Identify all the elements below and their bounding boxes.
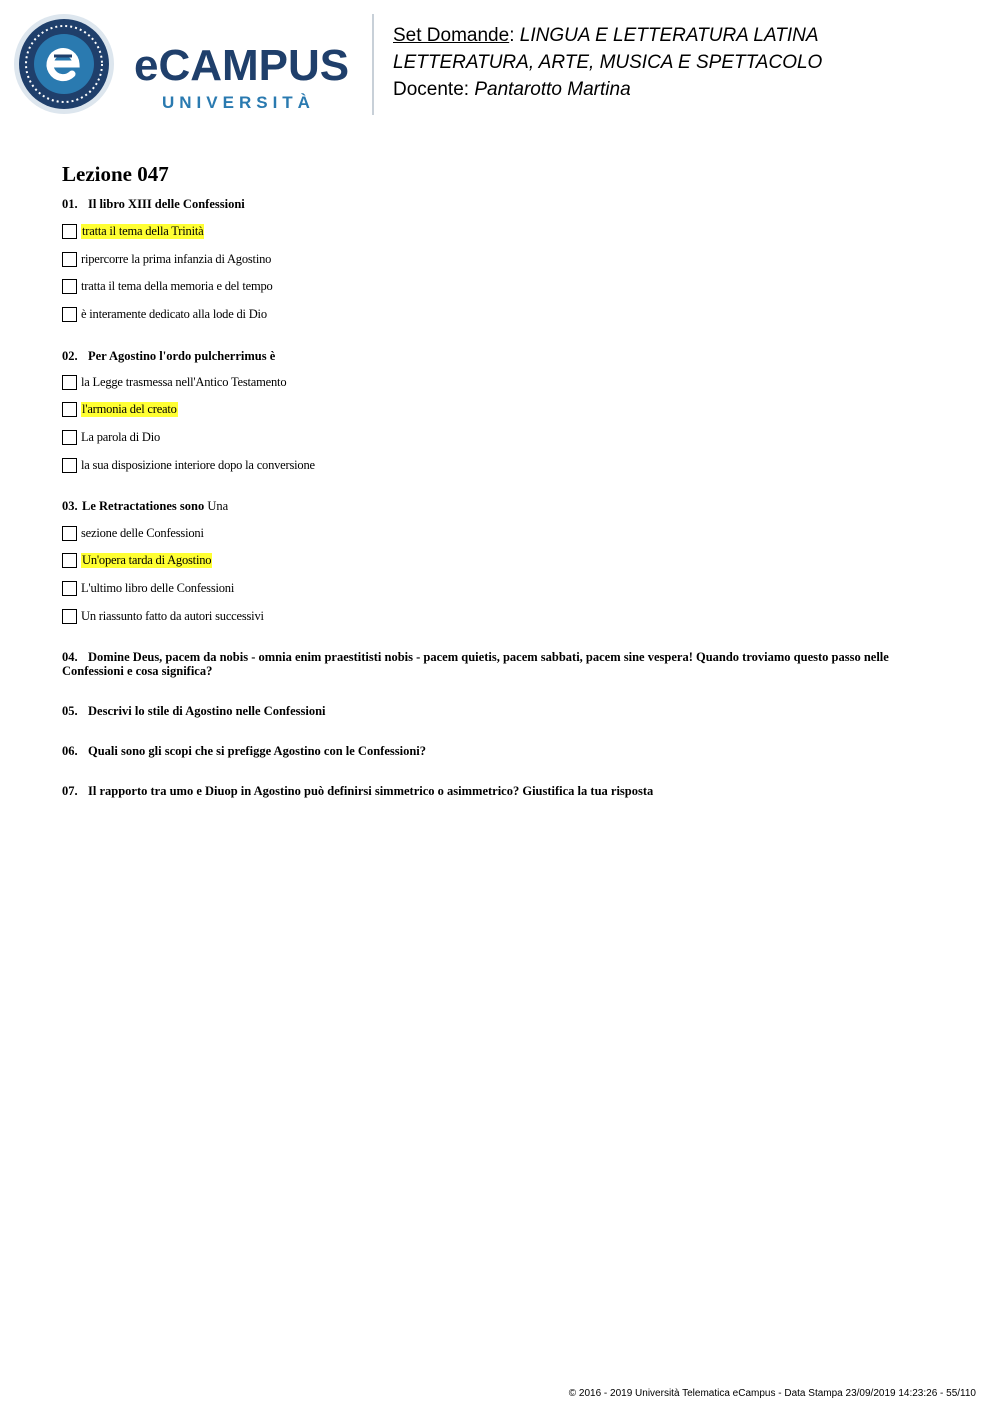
question-text: Quali sono gli scopi che si prefigge Agostino con le Confessioni? bbox=[88, 744, 426, 758]
question-07 bbox=[62, 784, 922, 798]
question-02 bbox=[62, 349, 922, 363]
docente-label: Docente: bbox=[393, 79, 470, 100]
option-03-a[interactable] bbox=[62, 525, 204, 541]
checkbox[interactable] bbox=[62, 526, 77, 541]
checkbox[interactable] bbox=[62, 252, 77, 267]
set-colon: : bbox=[509, 25, 515, 46]
option-label: la sua disposizione interiore dopo la conversione bbox=[81, 457, 315, 472]
logo-wordmark: eCAMPUS bbox=[134, 41, 350, 90]
set-value-2: LETTERATURA, ARTE, MUSICA E SPETTACOLO bbox=[393, 52, 823, 73]
docente-line bbox=[393, 76, 993, 103]
question-text: Le Retractationes sono bbox=[82, 499, 205, 513]
question-number: 03. bbox=[62, 499, 78, 513]
option-label: tratta il tema della memoria e del tempo bbox=[81, 278, 273, 293]
docente-value: Pantarotto Martina bbox=[474, 79, 631, 100]
checkbox[interactable] bbox=[62, 609, 77, 624]
ecampus-emblem-icon bbox=[14, 14, 360, 118]
header-divider bbox=[372, 14, 374, 115]
question-text: Il rapporto tra umo e Diuop in Agostino può definirsi simmetrico o asimmetrico? Giustifica la tua risposta bbox=[88, 784, 654, 798]
option-01-b[interactable] bbox=[62, 251, 271, 267]
question-05 bbox=[62, 704, 922, 718]
header-info bbox=[393, 22, 993, 103]
checkbox[interactable] bbox=[62, 553, 77, 568]
set-label: Set Domande bbox=[393, 25, 510, 46]
question-06 bbox=[62, 744, 922, 758]
option-label: la Legge trasmessa nell'Antico Testamento bbox=[81, 374, 287, 389]
option-02-b[interactable] bbox=[62, 401, 178, 417]
question-text-tail: Una bbox=[204, 499, 229, 513]
set-line-1 bbox=[393, 22, 993, 49]
question-text: Domine Deus, pacem da nobis - omnia enim praestitisti nobis - pacem quietis, pacem sabbati, pacem sine vespera! Quando troviamo questo passo nelle Confessioni e cosa significa? bbox=[62, 650, 889, 678]
question-01 bbox=[62, 197, 922, 211]
question-text: Descrivi lo stile di Agostino nelle Confessioni bbox=[88, 704, 326, 718]
option-label: Un riassunto fatto da autori successivi bbox=[81, 608, 264, 623]
option-label: ripercorre la prima infanzia di Agostino bbox=[81, 251, 272, 266]
option-01-d[interactable] bbox=[62, 306, 267, 322]
ecampus-logo bbox=[14, 14, 360, 118]
option-label: La parola di Dio bbox=[81, 429, 161, 444]
question-text: Il libro XIII delle Confessioni bbox=[88, 197, 245, 211]
set-value-1: LINGUA E LETTERATURA LATINA bbox=[519, 25, 819, 46]
option-label: l'armonia del creato bbox=[82, 401, 177, 416]
lesson-title: Lezione 047 bbox=[62, 162, 169, 186]
checkbox[interactable] bbox=[62, 375, 77, 390]
option-label: Un'opera tarda di Agostino bbox=[82, 552, 212, 567]
question-number: 05. bbox=[62, 704, 78, 718]
option-03-c[interactable] bbox=[62, 580, 234, 596]
option-01-c[interactable] bbox=[62, 278, 273, 294]
logo-subtext: UNIVERSITÀ bbox=[162, 93, 315, 112]
option-01-a[interactable] bbox=[62, 223, 204, 239]
checkbox[interactable] bbox=[62, 279, 77, 294]
question-number: 04. bbox=[62, 650, 78, 664]
question-number: 06. bbox=[62, 744, 78, 758]
option-03-d[interactable] bbox=[62, 608, 264, 624]
option-02-a[interactable] bbox=[62, 374, 286, 390]
option-label: L'ultimo libro delle Confessioni bbox=[81, 580, 235, 595]
checkbox[interactable] bbox=[62, 581, 77, 596]
checkbox[interactable] bbox=[62, 458, 77, 473]
checkbox[interactable] bbox=[62, 430, 77, 445]
option-label: è interamente dedicato alla lode di Dio bbox=[81, 306, 267, 321]
option-03-b[interactable] bbox=[62, 552, 212, 568]
question-04 bbox=[62, 650, 922, 678]
question-number: 01. bbox=[62, 197, 78, 211]
question-text: Per Agostino l'ordo pulcherrimus è bbox=[88, 349, 276, 363]
question-number: 07. bbox=[62, 784, 78, 798]
option-02-c[interactable] bbox=[62, 429, 160, 445]
option-label: tratta il tema della Trinità bbox=[82, 223, 204, 238]
checkbox[interactable] bbox=[62, 307, 77, 322]
question-number: 02. bbox=[62, 349, 78, 363]
question-03 bbox=[62, 499, 922, 513]
checkbox[interactable] bbox=[62, 224, 77, 239]
checkbox[interactable] bbox=[62, 402, 77, 417]
page-footer: © 2016 - 2019 Università Telematica eCampus - Data Stampa 23/09/2019 14:23:26 - 55/110 bbox=[568, 1388, 976, 1399]
option-02-d[interactable] bbox=[62, 457, 315, 473]
option-label: sezione delle Confessioni bbox=[81, 525, 204, 540]
